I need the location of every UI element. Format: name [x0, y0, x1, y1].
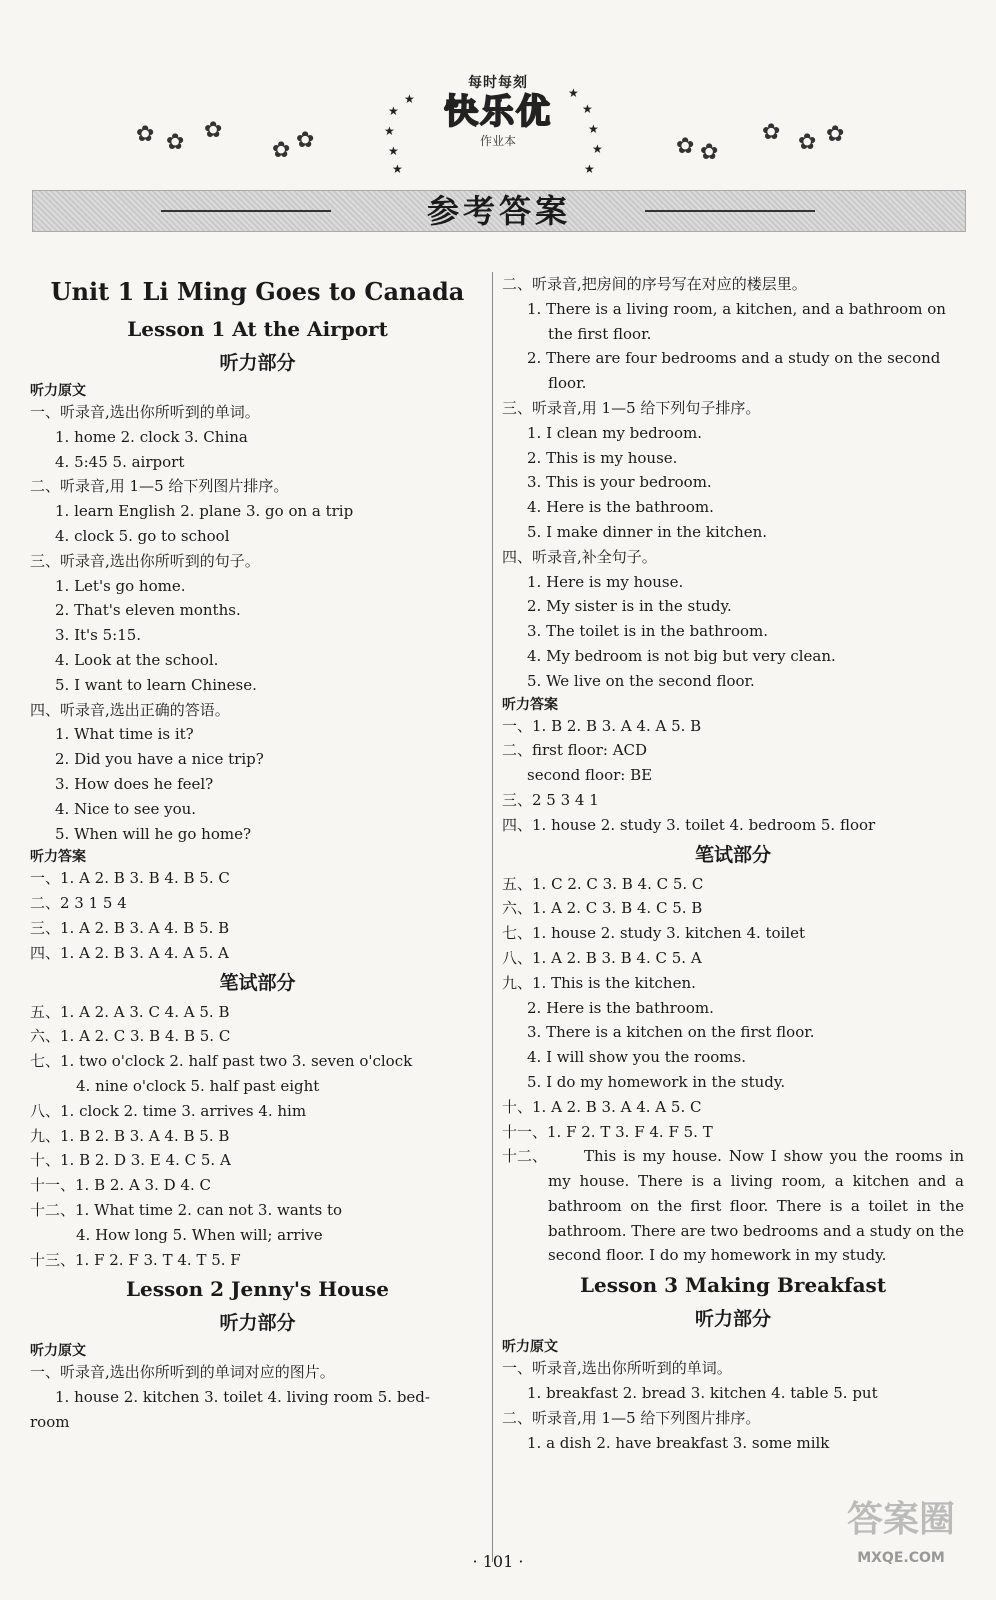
answer-line: 5. We live on the second floor.: [527, 671, 755, 690]
unit-title: Unit 1 Li Ming Goes to Canada: [50, 277, 465, 306]
answer-line: 十、1. A 2. B 3. A 4. A 5. C: [502, 1097, 702, 1116]
answer-line: 1. a dish 2. have breakfast 3. some milk: [527, 1433, 830, 1452]
answer-line: 4. clock 5. go to school: [55, 526, 230, 545]
answer-line: 三、1. A 2. B 3. A 4. B 5. B: [30, 918, 230, 937]
answer-line: 5. I make dinner in the kitchen.: [527, 522, 768, 541]
answer-line: 四、1. house 2. study 3. toilet 4. bedroom 5. floor: [502, 815, 876, 834]
watermark-logo: [826, 1490, 976, 1590]
section-heading: 笔试部分: [219, 971, 296, 994]
question-heading: 二、听录音,用 1—5 给下列图片排序。: [30, 477, 289, 496]
answer-line: 二、2 3 1 5 4: [30, 894, 127, 913]
answer-line: 一、1. A 2. B 3. B 4. B 5. C: [30, 869, 230, 888]
answer-line: 2. Here is the bathroom.: [527, 998, 714, 1017]
answer-line: 3. It's 5:15.: [55, 626, 142, 645]
question-heading: 一、听录音,选出你所听到的单词对应的图片。: [30, 1363, 335, 1382]
answer-line: 1. Let's go home.: [55, 576, 186, 595]
left-column: [30, 272, 485, 1435]
question-number: 十二、: [502, 1147, 548, 1166]
page-number: · 101 ·: [472, 1552, 524, 1571]
star-icon: ★: [388, 144, 399, 158]
lesson-title: Lesson 2 Jenny's House: [125, 1277, 390, 1302]
answer-line: 七、1. house 2. study 3. kitchen 4. toilet: [502, 924, 806, 943]
flower-icon: ✿: [204, 118, 223, 143]
answer-line: 4. My bedroom is not big but very clean.: [527, 646, 836, 665]
answer-line: 1. home 2. clock 3. China: [55, 427, 248, 446]
section-heading: 听力部分: [219, 352, 296, 374]
star-icon: ★: [592, 142, 603, 156]
answer-line: 2. There are four bedrooms and a study on the second: [527, 349, 941, 368]
star-icon: ★: [388, 104, 399, 118]
star-icon: ★: [568, 86, 579, 100]
page-title: 参考答案: [426, 192, 571, 230]
question-heading: 三、听录音,用 1—5 给下列句子排序。: [502, 398, 761, 417]
watermark-url: MXQE.COM: [857, 1550, 945, 1566]
logo-top-text: 每时每刻: [468, 75, 528, 91]
question-heading: 一、听录音,选出你所听到的单词。: [502, 1359, 732, 1378]
answer-line: 九、1. This is the kitchen.: [502, 973, 696, 992]
flower-icon: ✿: [676, 134, 695, 159]
title-banner: [32, 190, 966, 232]
answer-line: 八、1. clock 2. time 3. arrives 4. him: [30, 1101, 307, 1120]
flower-icon: ✿: [700, 140, 719, 165]
answer-line: 4. Nice to see you.: [55, 799, 197, 818]
star-icon: ★: [584, 162, 595, 176]
answer-line: the first floor.: [548, 324, 652, 343]
logo-main-text: 快乐优: [444, 92, 552, 132]
answer-line: 1. learn English 2. plane 3. go on a trip: [55, 502, 354, 521]
star-icon: ★: [392, 162, 403, 176]
flower-icon: ✿: [296, 128, 315, 153]
answer-line: 2. Did you have a nice trip?: [55, 750, 264, 769]
subsection-label: 听力原文: [30, 1343, 86, 1360]
question-heading: 四、听录音,选出正确的答语。: [30, 700, 230, 719]
answer-line: 1. What time is it?: [55, 725, 194, 744]
answer-line: 4. Look at the school.: [55, 650, 219, 669]
answer-line: 五、1. A 2. A 3. C 4. A 5. B: [30, 1002, 230, 1021]
answer-line: 六、1. A 2. C 3. B 4. C 5. B: [502, 899, 703, 918]
answer-line: 八、1. A 2. B 3. B 4. C 5. A: [502, 948, 702, 967]
answer-line: 四、1. A 2. B 3. A 4. A 5. A: [30, 943, 229, 962]
answer-line: 3. How does he feel?: [55, 774, 214, 793]
section-heading: 听力部分: [694, 1308, 771, 1331]
question-heading: 一、听录音,选出你所听到的单词。: [30, 403, 260, 421]
page-header: [0, 0, 996, 245]
answer-line: 4. How long 5. When will; arrive: [76, 1225, 323, 1244]
subsection-label: 听力原文: [502, 1339, 558, 1356]
flower-icon: ✿: [166, 130, 185, 155]
answer-line: 1. breakfast 2. bread 3. kitchen 4. table 5. put: [527, 1384, 878, 1403]
flower-icon: ✿: [136, 122, 155, 147]
flower-icon: ✿: [762, 120, 781, 145]
answer-line: 二、first floor: ACD: [502, 741, 648, 760]
answer-line: 3. There is a kitchen on the first floor.: [527, 1023, 815, 1042]
answer-line: 七、1. two o'clock 2. half past two 3. seven o'clock: [30, 1052, 413, 1071]
answer-line: 十、1. B 2. D 3. E 4. C 5. A: [30, 1151, 231, 1170]
section-heading: 听力部分: [219, 1312, 296, 1335]
essay-answer: [502, 1144, 964, 1268]
answer-line: 十二、1. What time 2. can not 3. wants to: [30, 1200, 343, 1219]
answer-line: floor.: [548, 374, 587, 393]
answer-line: room: [30, 1412, 70, 1431]
flower-icon: ✿: [826, 122, 845, 147]
answer-line: 1. I clean my bedroom.: [527, 423, 702, 442]
column-divider: [492, 272, 493, 1562]
answer-line: 4. Here is the bathroom.: [527, 498, 714, 517]
star-icon: ★: [404, 92, 415, 106]
question-heading: 三、听录音,选出你所听到的句子。: [30, 551, 260, 570]
lesson-title: Lesson 1 At the Airport: [127, 317, 388, 341]
essay-text: This is my house. Now I show you the rooms in my house. There is a living room, a kitchen and a bathroom on the first floor. There is a toilet in the bathroom. There are two bedrooms and a study on the second floor. I do my homework in my study.: [548, 1147, 964, 1265]
answer-line: 3. The toilet is in the bathroom.: [527, 622, 768, 641]
subsection-label: 听力答案: [30, 849, 86, 866]
question-heading: 二、听录音,用 1—5 给下列图片排序。: [502, 1408, 761, 1427]
flower-icon: ✿: [272, 138, 291, 163]
answer-line: 2. That's eleven months.: [55, 601, 241, 620]
question-heading: 二、听录音,把房间的序号写在对应的楼层里。: [502, 275, 807, 293]
answer-line: 十一、1. B 2. A 3. D 4. C: [30, 1176, 211, 1195]
answer-line: second floor: BE: [527, 766, 653, 785]
answer-line: 1. There is a living room, a kitchen, and a bathroom on: [527, 299, 946, 318]
answer-line: 1. Here is my house.: [527, 572, 684, 591]
answer-line: 5. I want to learn Chinese.: [55, 675, 257, 694]
answer-line: 2. This is my house.: [527, 448, 678, 467]
logo-sub-text: 作业本: [479, 134, 516, 148]
answer-line: 九、1. B 2. B 3. A 4. B 5. B: [30, 1126, 230, 1145]
star-icon: ★: [384, 124, 395, 138]
subsection-label: 听力原文: [30, 383, 86, 399]
flower-icon: ✿: [798, 130, 817, 155]
lesson-title: Lesson 3 Making Breakfast: [579, 1273, 887, 1298]
section-heading: 笔试部分: [694, 843, 771, 866]
answer-line: 1. house 2. kitchen 3. toilet 4. living room 5. bed-: [55, 1388, 430, 1407]
answer-line: 十三、1. F 2. F 3. T 4. T 5. F: [30, 1250, 241, 1269]
answer-line: 5. When will he go home?: [55, 824, 252, 843]
answer-line: 五、1. C 2. C 3. B 4. C 5. C: [502, 874, 704, 893]
answer-line: 4. I will show you the rooms.: [527, 1048, 746, 1067]
subsection-label: 听力答案: [502, 696, 558, 713]
brand-logo: [418, 72, 578, 164]
answer-line: 十一、1. F 2. T 3. F 4. F 5. T: [502, 1122, 713, 1141]
watermark-text: 答案圈: [846, 1499, 955, 1540]
answer-line: 三、2 5 3 4 1: [502, 790, 599, 809]
star-icon: ★: [582, 102, 593, 116]
star-icon: ★: [588, 122, 599, 136]
answer-line: 3. This is your bedroom.: [527, 473, 712, 492]
answer-line: 2. My sister is in the study.: [527, 597, 732, 616]
right-column: [502, 272, 964, 1455]
answer-line: 4. 5:45 5. airport: [55, 452, 185, 471]
question-heading: 四、听录音,补全句子。: [502, 547, 657, 566]
answer-line: 一、1. B 2. B 3. A 4. A 5. B: [502, 716, 702, 735]
answer-line: 六、1. A 2. C 3. B 4. B 5. C: [30, 1027, 231, 1046]
answer-line: 4. nine o'clock 5. half past eight: [76, 1076, 320, 1095]
answer-line: 5. I do my homework in the study.: [527, 1072, 786, 1091]
